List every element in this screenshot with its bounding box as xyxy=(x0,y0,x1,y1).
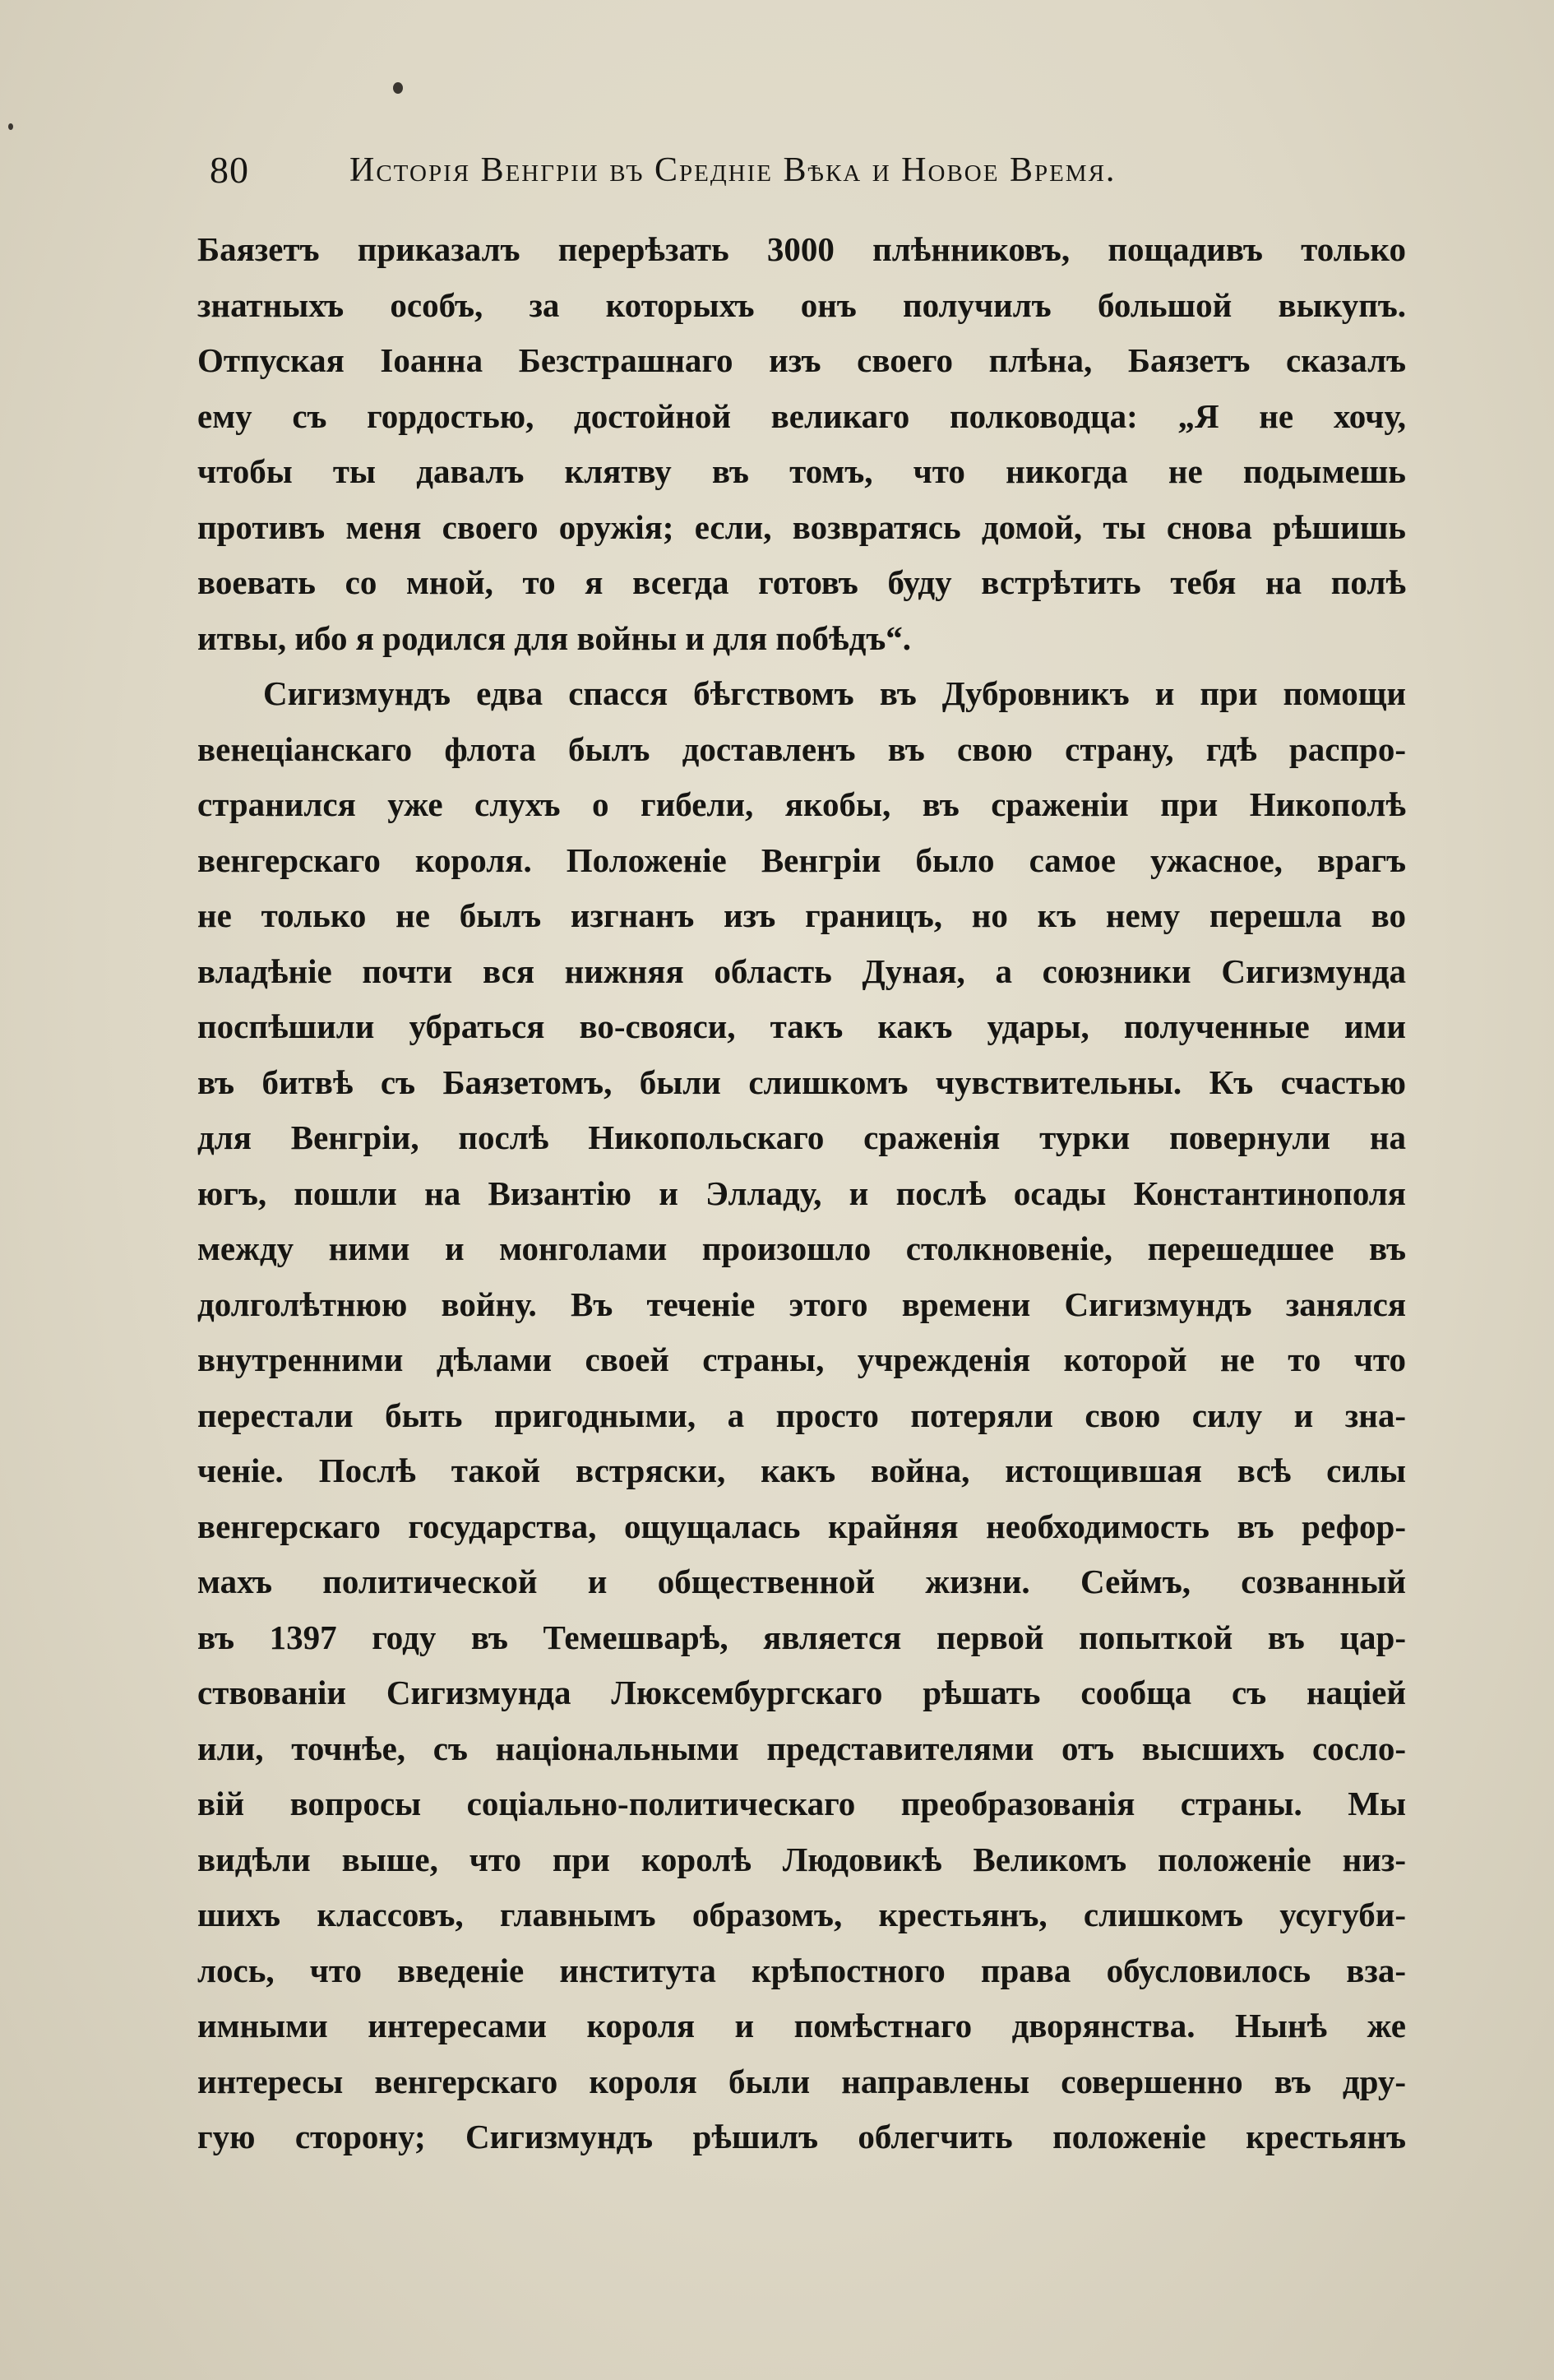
text-line: чтобы ты давалъ клятву въ томъ, что никогда не подымешь xyxy=(197,452,1406,490)
text-line: югъ, пошли на Византію и Элладу, и послѣ осады Константинополя xyxy=(197,1174,1406,1212)
text-line: интересы венгерскаго короля были направлены совершенно въ дру- xyxy=(197,2062,1406,2100)
text-line: вій вопросы соціально-политическаго преобразованія страны. Мы xyxy=(197,1785,1406,1822)
text-line: странился уже слухъ о гибели, якобы, въ сраженіи при Никополѣ xyxy=(197,785,1406,823)
text-line: ченіе. Послѣ такой встряски, какъ война, истощившая всѣ силы xyxy=(197,1452,1406,1489)
text-line: Баязетъ приказалъ перерѣзать 3000 плѣнниковъ, пощадивъ только xyxy=(197,230,1406,268)
text-line: Отпуская Іоанна Безстрашнаго изъ своего плѣна, Баязетъ сказалъ xyxy=(197,341,1406,379)
text-line: долголѣтнюю войну. Въ теченіе этого времени Сигизмундъ занялся xyxy=(197,1285,1406,1323)
text-line: венгерскаго государства, ощущалась крайняя необходимость въ рефор- xyxy=(197,1507,1406,1545)
text-line: гую сторону; Сигизмундъ рѣшилъ облегчить положеніе крестьянъ xyxy=(197,2118,1406,2155)
text-line: воевать со мной, то я всегда готовъ буду встрѣтить тебя на полѣ xyxy=(197,563,1406,601)
text-line: имными интересами короля и помѣстнаго дворянства. Нынѣ же xyxy=(197,2007,1406,2044)
text-line: ему съ гордостью, достойной великаго полководца: „Я не хочу, xyxy=(197,396,1406,435)
text-body xyxy=(197,222,1406,2165)
text-line: поспѣшили убраться во-свояси, такъ какъ удары, полученные ими xyxy=(197,1007,1406,1045)
text-line: знатныхъ особъ, за которыхъ онъ получилъ большой выкупъ. xyxy=(197,285,1406,324)
text-line: ствованіи Сигизмунда Люксембургскаго рѣшать сообща съ націей xyxy=(197,1674,1406,1711)
text-line: внутренними дѣлами своей страны, учрежденія которой не то что xyxy=(197,1340,1406,1378)
text-line: шихъ классовъ, главнымъ образомъ, крестьянъ, слишкомъ усугуби- xyxy=(197,1896,1406,1933)
text-line: итвы, ибо я родился для войны и для побѣдъ“. xyxy=(197,618,912,657)
page-number: 80 xyxy=(210,149,249,191)
text-line: въ битвѣ съ Баязетомъ, были слишкомъ чувствительны. Къ счастью xyxy=(197,1063,1406,1101)
text-line: венгерскаго короля. Положеніе Венгріи было самое ужасное, врагъ xyxy=(197,840,1406,879)
ink-speck xyxy=(8,123,13,130)
text-line: противъ меня своего оружія; если, возвратясь домой, ты снова рѣшишь xyxy=(197,507,1406,546)
text-line: видѣли выше, что при королѣ Людовикѣ Великомъ положеніе низ- xyxy=(197,1840,1406,1878)
text-line: между ними и монголами произошло столкновеніе, перешедшее въ xyxy=(197,1229,1406,1267)
paragraph-start-line: Сигизмундъ едва спасся бѣгствомъ въ Дубровникъ и при помощи xyxy=(263,674,1406,712)
text-line: махъ политической и общественной жизни. Сеймъ, созванный xyxy=(197,1563,1406,1600)
text-line: для Венгріи, послѣ Никопольскаго сраженія турки повернули на xyxy=(197,1118,1406,1156)
text-line: перестали быть пригодными, а просто потеряли свою силу и зна- xyxy=(197,1396,1406,1434)
text-line: или, точнѣе, съ національными представителями отъ высшихъ сосло- xyxy=(197,1729,1406,1767)
ink-speck xyxy=(393,82,403,94)
text-line: венеціанскаго флота былъ доставленъ въ свою страну, гдѣ распро- xyxy=(197,729,1406,768)
text-line: лось, что введеніе института крѣпостного права обусловилось вза- xyxy=(197,1951,1406,1989)
running-header xyxy=(210,141,1377,199)
text-line: не только не былъ изгнанъ изъ границъ, но къ нему перешла во xyxy=(197,896,1406,934)
running-title: Исторія Венгріи въ Средніе Вѣка и Новое Время. xyxy=(349,151,1117,189)
text-line: владѣніе почти вся нижняя область Дуная, а союзники Сигизмунда xyxy=(197,952,1406,990)
text-line: въ 1397 году въ Темешварѣ, является первой попыткой въ цар- xyxy=(197,1618,1406,1656)
